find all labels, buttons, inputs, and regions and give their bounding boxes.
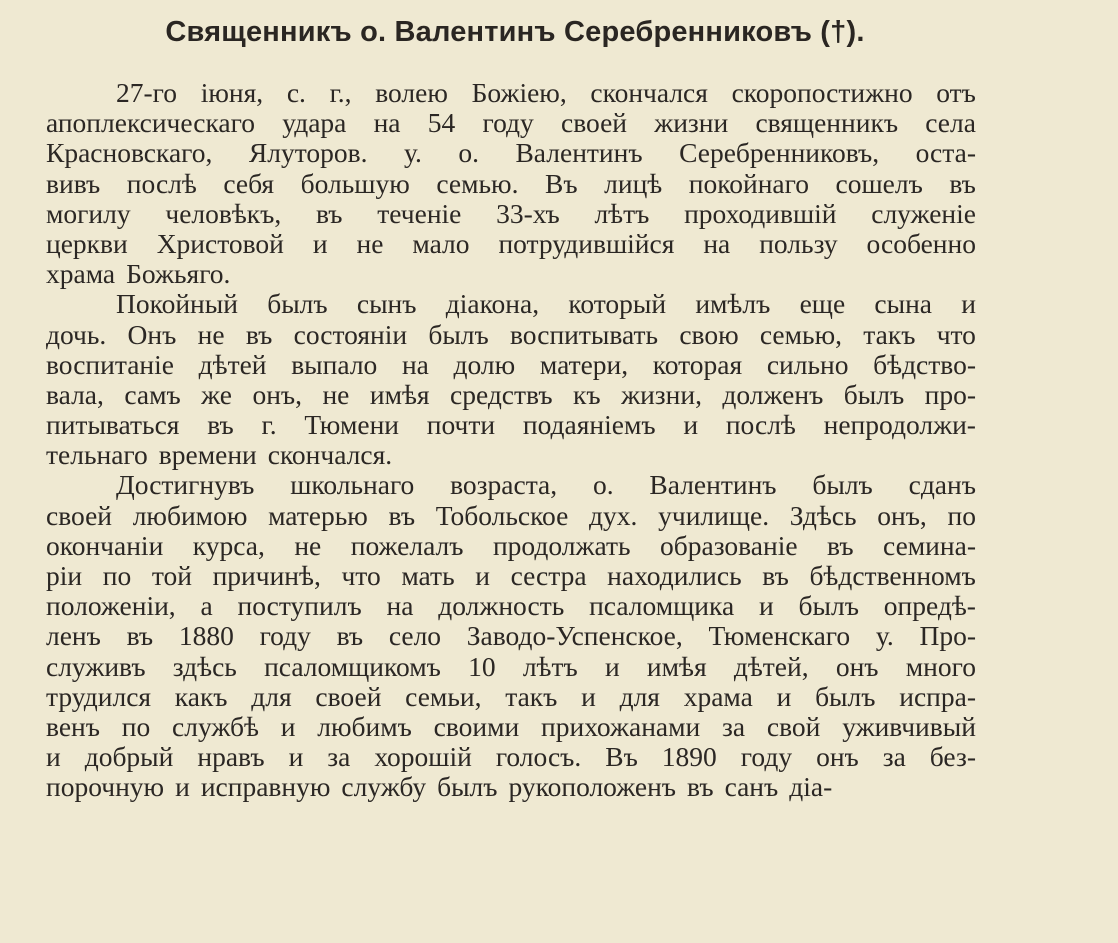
word: Заводо-Успенское, [466, 621, 683, 652]
word: и [288, 742, 304, 773]
word: сестра [510, 561, 587, 591]
word: году [740, 742, 793, 773]
word: на [703, 228, 731, 259]
word: у. [875, 621, 894, 652]
word: и [961, 289, 976, 320]
article-title: Священникъ о. Валентинъ Серебренниковъ (†). [165, 16, 865, 48]
word: имѣя [369, 379, 430, 410]
word: 27-го [116, 78, 178, 108]
word: мало [412, 228, 470, 259]
word: году [482, 108, 534, 139]
text-line [46, 138, 976, 168]
word: былъ [267, 289, 328, 320]
word: особенно [866, 228, 976, 259]
text-line [46, 591, 976, 621]
word: Валентинъ [515, 138, 643, 169]
word: лицѣ [604, 168, 663, 199]
word: такъ [863, 319, 916, 350]
word: отъ [936, 78, 976, 108]
word: апоплексическаго [46, 108, 255, 139]
text-line [46, 350, 976, 380]
text-line [46, 440, 976, 470]
word: служеніе [871, 198, 976, 229]
word: онъ [816, 742, 859, 773]
word: по [947, 500, 976, 531]
word: дѣтей, [733, 651, 809, 682]
word: питываться [46, 410, 180, 441]
word: не [197, 319, 225, 350]
word: и [280, 711, 296, 742]
word: 10 [468, 651, 496, 682]
word: по [121, 711, 151, 742]
text-line [46, 169, 976, 199]
word: и [604, 651, 620, 682]
word: о. [458, 138, 479, 169]
word: и [175, 772, 190, 803]
word: тельнаго [46, 440, 148, 471]
word: послѣ [126, 168, 197, 199]
word: еще [799, 289, 846, 320]
word: непродолжи- [823, 410, 976, 441]
text-line [46, 531, 976, 561]
word: на [386, 591, 414, 622]
word: самъ [124, 379, 181, 410]
word: и [683, 410, 699, 441]
word: такъ [505, 681, 558, 712]
word: средствъ [450, 379, 553, 410]
word: которая [652, 349, 743, 380]
word: не [356, 228, 384, 259]
word: проходившій [684, 198, 837, 229]
word: потрудившійся [498, 228, 675, 259]
text-line [46, 108, 976, 138]
word: который [568, 289, 667, 320]
word: своей [46, 500, 113, 531]
word: за [722, 711, 746, 742]
word: Здѣсь [789, 500, 857, 531]
word: Божьяго. [126, 259, 231, 290]
word: для [251, 681, 292, 712]
word: с. [286, 78, 306, 108]
text-line [46, 199, 976, 229]
word: долю [453, 349, 516, 380]
word: Тюменскаго [708, 621, 851, 652]
word: а [200, 591, 213, 622]
word: дочь. [46, 319, 107, 350]
word: своей [315, 681, 382, 712]
word: Тобольское [435, 500, 569, 531]
word: 1880 [178, 621, 234, 652]
word: себя [223, 168, 275, 199]
word: свой [766, 711, 821, 742]
word: псаломщикомъ [264, 651, 441, 682]
word: долженъ [722, 379, 824, 410]
word: въ [336, 621, 364, 652]
word: скончался [590, 78, 708, 108]
word: Тюмени [304, 410, 400, 441]
word: не [322, 379, 350, 410]
word: что [341, 561, 381, 591]
text-line [46, 289, 976, 319]
word: должность [438, 591, 565, 622]
word: службѣ [172, 711, 259, 742]
word: опредѣ- [883, 591, 976, 622]
word: онъ, [252, 379, 303, 410]
word: поступилъ [237, 591, 362, 622]
word: сданъ [908, 470, 976, 501]
word: у. [403, 138, 422, 169]
text-line [46, 410, 976, 440]
word: имѣлъ [695, 289, 771, 320]
word: г. [261, 410, 277, 441]
word: для [619, 681, 660, 712]
word: теченіе [377, 198, 462, 229]
word: прихожанами [541, 711, 701, 742]
word: сошелъ [835, 168, 923, 199]
word: подаяніемъ [522, 410, 656, 441]
text-line [46, 229, 976, 259]
word: былъ [812, 470, 873, 501]
word: 1890 [661, 742, 717, 773]
word: санъ [724, 772, 779, 803]
word: къ [573, 379, 601, 410]
text-line [46, 561, 976, 591]
word: въ [207, 410, 234, 441]
word: дух. [589, 500, 638, 531]
word: іюня, [200, 78, 264, 108]
word: о. [592, 470, 614, 501]
word: бѣдственномъ [809, 561, 976, 591]
text-line [46, 682, 976, 712]
word: возраста, [450, 470, 558, 501]
word: псаломщика [589, 591, 735, 622]
word: лѣтъ [522, 651, 578, 682]
word: Божіею, [471, 78, 567, 108]
word: Покойный [116, 289, 238, 320]
word: здѣсь [172, 651, 237, 682]
word: мать [401, 561, 455, 591]
word: ріи [46, 561, 83, 591]
word: села [925, 108, 976, 139]
word: и [475, 561, 490, 591]
word: Валентинъ [649, 470, 777, 501]
word: и [776, 681, 792, 712]
word: былъ [815, 681, 876, 712]
word: Въ [605, 742, 638, 773]
word: былъ [798, 591, 859, 622]
word: году [259, 621, 311, 652]
word: онъ, [877, 500, 927, 531]
word: послѣ [725, 410, 796, 441]
word: добрый [84, 742, 174, 773]
word: и [312, 228, 328, 259]
word: училище. [658, 500, 770, 531]
word: курса, [192, 530, 265, 561]
word: большую [300, 168, 410, 199]
word: 33-хъ [496, 198, 560, 229]
word: образованіе [660, 530, 798, 561]
word: же [201, 379, 232, 410]
word: и [46, 742, 61, 773]
word: продолжать [492, 530, 631, 561]
word: исправную [200, 772, 331, 803]
word: удара [282, 108, 347, 139]
word: находились [607, 561, 742, 591]
text-line [46, 652, 976, 682]
text-line [46, 320, 976, 350]
word: испра- [899, 681, 976, 712]
word: служивъ [46, 651, 146, 682]
word: времени [158, 440, 257, 471]
word: порочную [46, 772, 165, 803]
word: что [936, 319, 976, 350]
word: на [373, 108, 401, 139]
text-line [46, 259, 976, 289]
word: былъ [428, 319, 489, 350]
word: покойнаго [688, 168, 809, 199]
text-line [46, 712, 976, 742]
word: свою [679, 319, 739, 350]
word: уживчивый [842, 711, 976, 742]
word: храма [46, 259, 116, 290]
word: пользу [759, 228, 838, 259]
word: скоропостижно [731, 78, 913, 108]
word: могилу [46, 198, 131, 229]
word: былъ [843, 379, 905, 410]
word: село [388, 621, 442, 652]
word: Въ [545, 168, 578, 199]
word: школьнаго [290, 470, 415, 501]
text-line [46, 742, 976, 772]
text-line [46, 78, 976, 108]
word: священникъ [755, 108, 899, 139]
word: и [581, 681, 596, 712]
word: без- [929, 742, 976, 773]
word: 54 [427, 108, 456, 139]
word: ленъ [46, 621, 101, 652]
word: положеніи, [46, 591, 176, 622]
word: причинѣ, [212, 561, 321, 591]
word: по [102, 561, 132, 591]
word: почти [426, 410, 496, 441]
word: діа- [789, 772, 833, 803]
word: воспитывать [510, 319, 659, 350]
word: онъ [835, 651, 879, 682]
word: семьи, [405, 681, 482, 712]
word: за [882, 742, 906, 773]
word: матерью [268, 500, 368, 531]
article-body [46, 78, 976, 803]
word: жизни [654, 108, 729, 139]
word: въ [245, 319, 273, 350]
word: трудился [46, 681, 152, 712]
word: много [905, 651, 976, 682]
word: человѣкъ, [165, 198, 282, 229]
word: церкви [46, 228, 128, 259]
word: оста- [915, 138, 976, 169]
word: на [401, 349, 429, 380]
word: Красновскаго, [46, 138, 213, 169]
word: не [294, 530, 322, 561]
word: своей [560, 108, 627, 139]
word: венъ [46, 711, 100, 742]
word: дѣтей [198, 349, 267, 380]
word: какъ [174, 681, 228, 712]
word: Ялуторов. [248, 138, 368, 169]
text-line [46, 380, 976, 410]
word: Христовой [156, 228, 284, 259]
word: воспитаніе [46, 349, 174, 380]
text-line [46, 772, 976, 802]
word: сынъ [356, 289, 417, 320]
word: Онъ [127, 319, 177, 350]
word: Серебренниковъ, [679, 138, 880, 169]
word: службу [341, 772, 427, 803]
word: сильно [766, 349, 849, 380]
word: вала, [46, 379, 104, 410]
word: семью, [759, 319, 843, 350]
word: діакона, [445, 289, 540, 320]
word: матери, [539, 349, 629, 380]
word: въ [827, 530, 854, 561]
word: былъ [437, 772, 498, 803]
word: въ [315, 198, 343, 229]
word: въ [687, 772, 714, 803]
word: семью. [436, 168, 519, 199]
word: Достигнувъ [116, 470, 255, 501]
word: храма [683, 681, 753, 712]
word: про- [924, 379, 976, 410]
word: хорошій [374, 742, 472, 773]
word: той [151, 561, 192, 591]
word: и [759, 591, 774, 622]
word: состояніи [293, 319, 408, 350]
word: въ [949, 168, 976, 199]
word: окончаніи [46, 530, 164, 561]
word: въ [388, 500, 416, 531]
word: скончался. [267, 440, 393, 471]
word: вивъ [46, 168, 101, 199]
word: лѣтъ [594, 198, 650, 229]
word: любимою [132, 500, 248, 531]
text-line [46, 621, 976, 651]
word: своими [433, 711, 520, 742]
word: выпало [291, 349, 378, 380]
word: жизни, [621, 379, 702, 410]
word: сына [874, 289, 933, 320]
word: въ [762, 561, 789, 591]
word: въ [126, 621, 154, 652]
word: за [327, 742, 351, 773]
word: любимъ [317, 711, 412, 742]
word: имѣя [646, 651, 707, 682]
text-line [46, 470, 976, 500]
word: семина- [883, 530, 976, 561]
word: г., [329, 78, 352, 108]
word: голосъ. [495, 742, 582, 773]
word: рукоположенъ [508, 772, 677, 803]
word: волею [375, 78, 448, 108]
word: Про- [919, 621, 976, 652]
word: нравъ [197, 742, 265, 773]
word: пожелалъ [350, 530, 464, 561]
word: бѣдство- [873, 349, 976, 380]
text-line [46, 501, 976, 531]
